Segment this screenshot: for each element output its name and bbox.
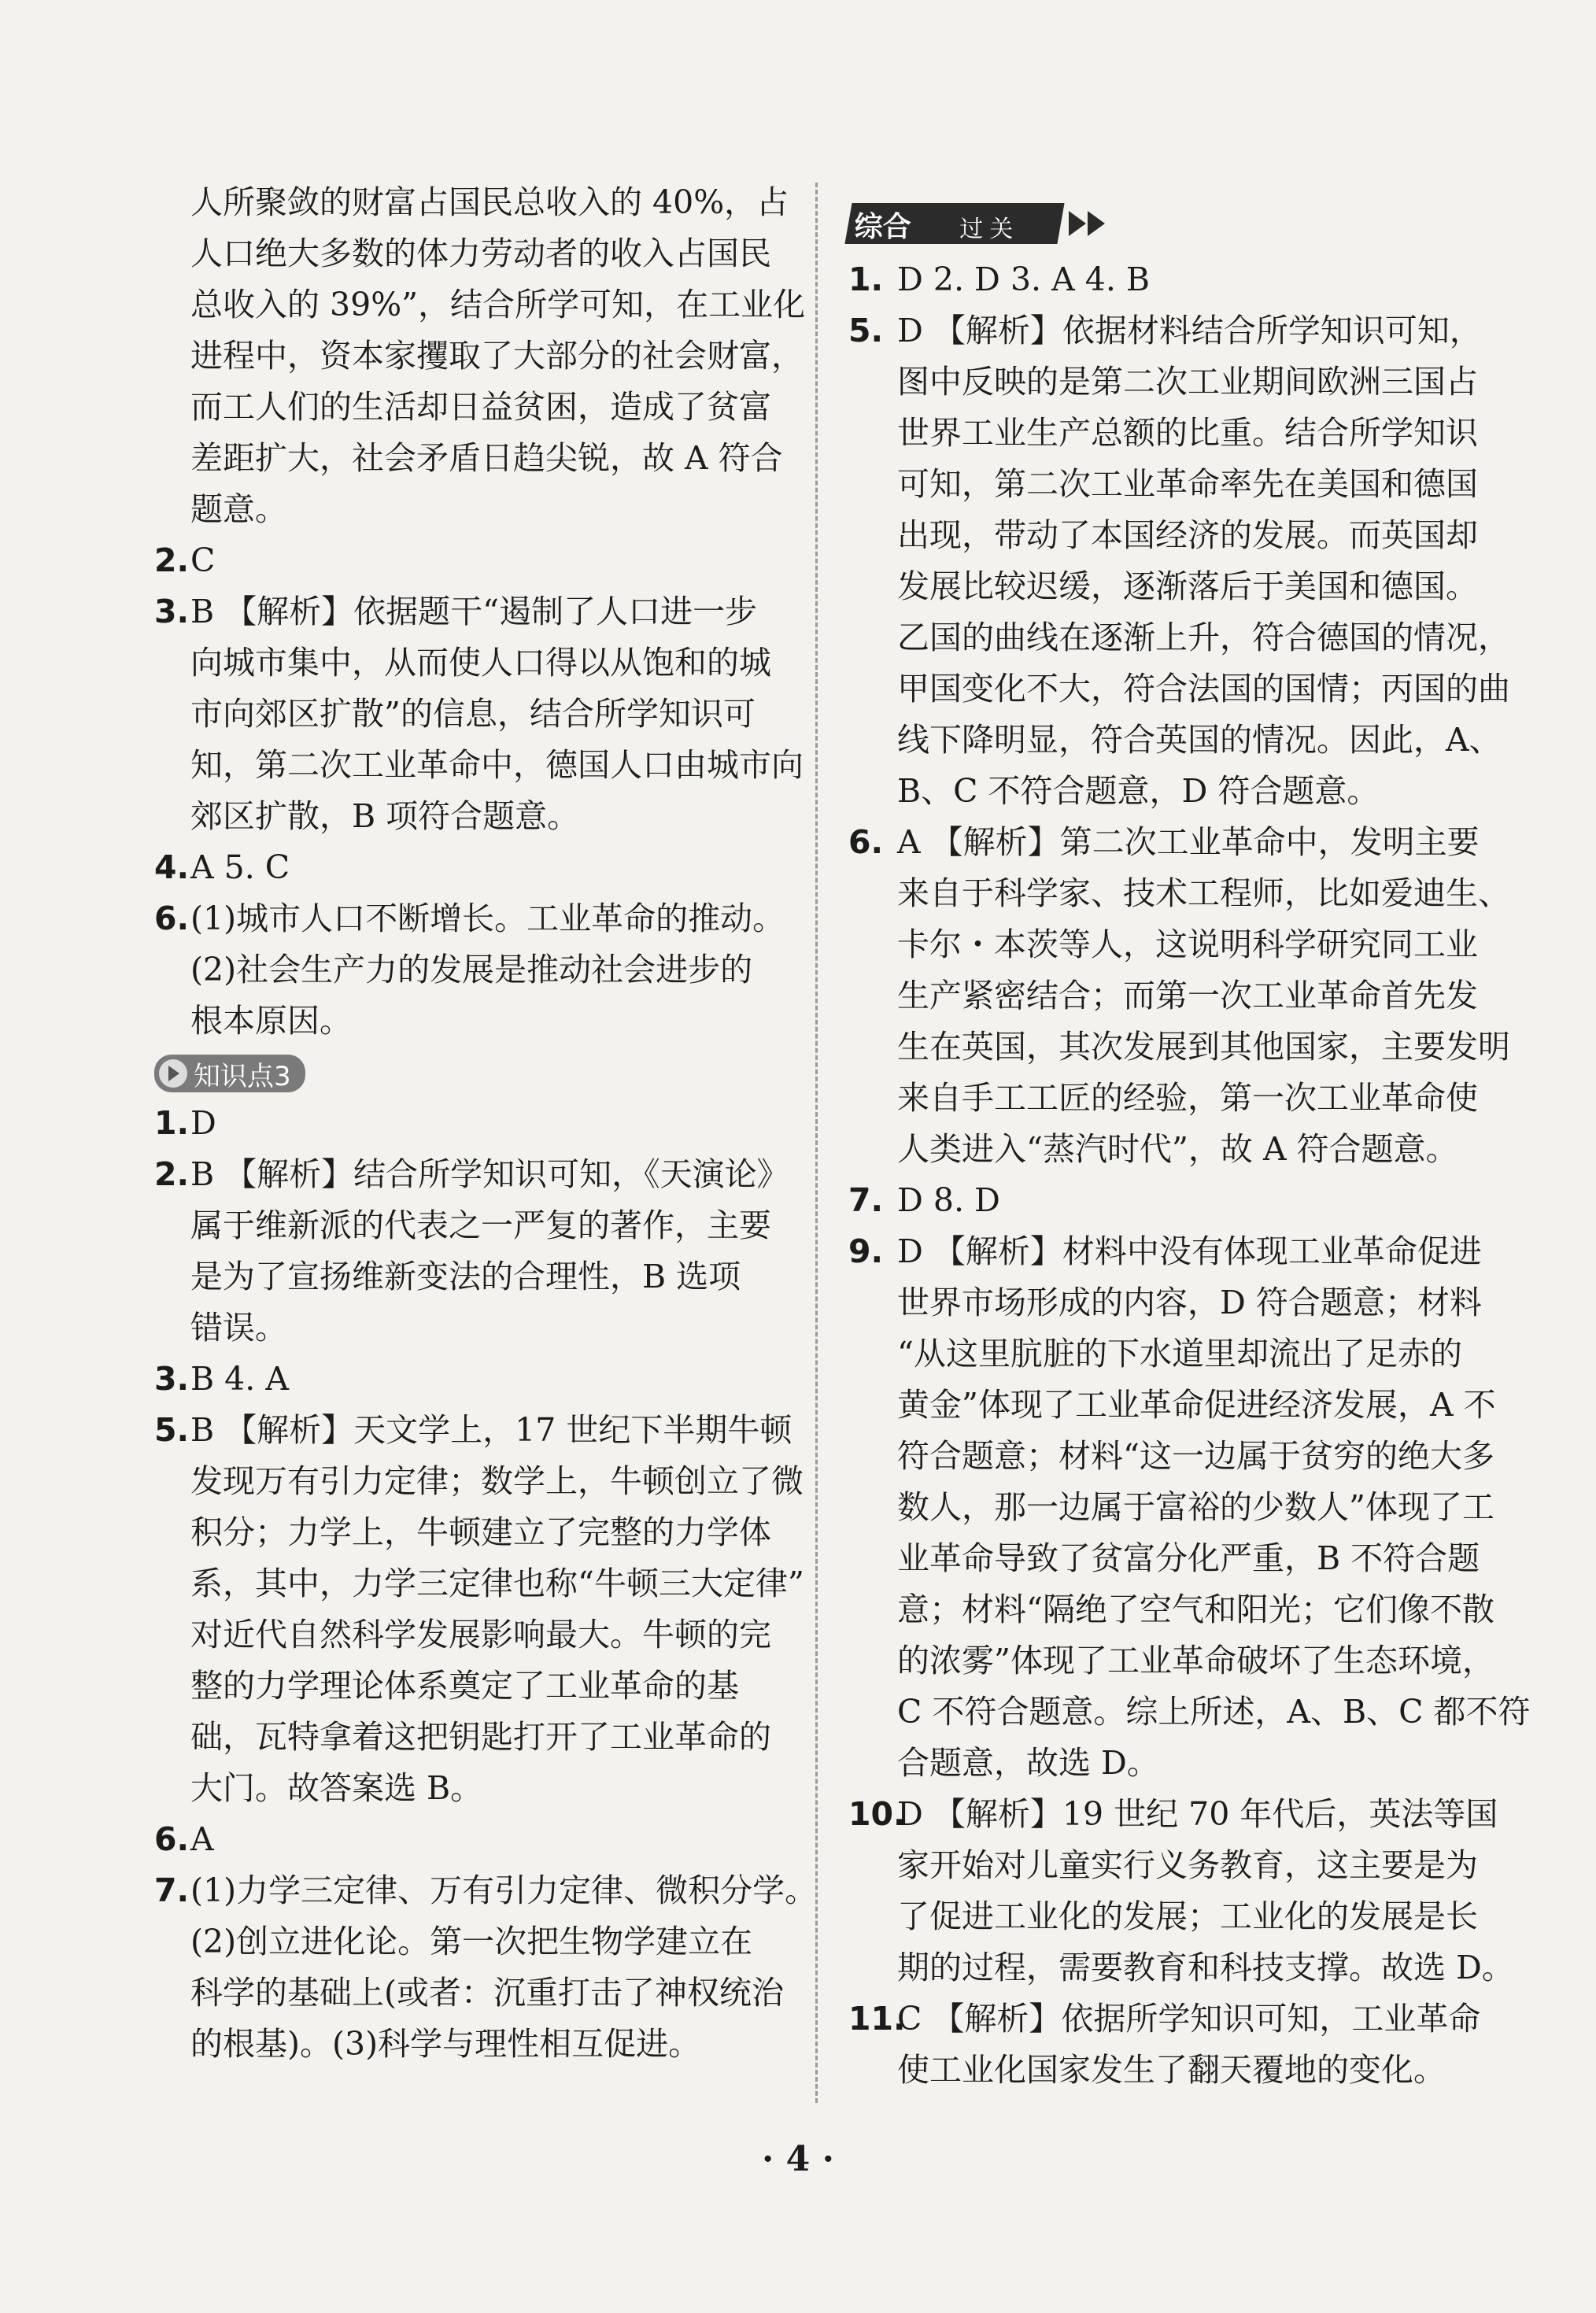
line-text: 出现，带动了本国经济的发展。而英国却 [897, 516, 1478, 554]
line-text: 符合题意；材料“这一边属于贫穷的绝大多 [897, 1437, 1494, 1475]
line-text: D 【解析】19 世纪 70 年代后，英法等国 [897, 1795, 1498, 1833]
text-line [154, 1098, 784, 1149]
line-text: 而工人们的生活却日益贫困，造成了贫富 [190, 388, 771, 426]
text-line [848, 1482, 1494, 1533]
line-text: 图中反映的是第二次工业期间欧洲三国占 [897, 363, 1478, 401]
question-number: 1. [848, 260, 884, 298]
text-line [154, 1507, 784, 1558]
text-line [848, 1891, 1484, 1942]
line-text: 来自手工工匠的经验，第一次工业革命使 [897, 1079, 1478, 1117]
text-line [154, 1916, 784, 1968]
section-header-zonghe [848, 203, 1108, 246]
question-number: 6. [154, 900, 190, 937]
line-text: 大门。故答案选 B。 [190, 1769, 483, 1807]
line-text: 知，第二次工业革命中，德国人口由城市向 [190, 746, 804, 784]
text-line [154, 1456, 804, 1507]
right-answer-lines [848, 254, 1531, 2096]
question-number: 6. [154, 1820, 190, 1858]
text-line [848, 663, 1510, 715]
line-text: (1)力学三定律、万有引力定律、微积分学。 [190, 1871, 818, 1909]
line-text: 郊区扩散，B 项符合题意。 [190, 797, 580, 835]
text-line [154, 177, 789, 228]
text-line [848, 1840, 1484, 1891]
text-line [154, 1661, 784, 1712]
text-line [848, 254, 1484, 305]
line-text: 生在英国，其次发展到其他国家，主要发明 [897, 1028, 1510, 1066]
line-text: 错误。 [190, 1309, 287, 1347]
line-text: 的浓雾”体现了工业革命破坏了生态环境， [897, 1642, 1494, 1679]
line-text: 了促进工业化的发展；工业化的发展是长 [897, 1897, 1478, 1935]
play-icon [159, 1059, 187, 1088]
line-text: B 4. A [190, 1360, 289, 1398]
text-line [848, 1022, 1510, 1073]
text-line [848, 1431, 1494, 1482]
line-text: 发展比较迟缓，逐渐落后于美国和德国。 [897, 567, 1478, 605]
line-text: A 5. C [190, 848, 290, 886]
text-line [154, 1763, 784, 1814]
text-line [154, 1200, 784, 1251]
line-text: 市向郊区扩散”的信息，结合所学知识可 [190, 695, 756, 733]
line-text: D 【解析】材料中没有体现工业革命促进 [897, 1232, 1482, 1270]
text-line [154, 842, 784, 893]
line-text: 总收入的 39%”，结合所学可知，在工业化 [190, 286, 806, 323]
line-text: “从这里肮脏的下水道里却流出了足赤的 [897, 1335, 1462, 1373]
line-text: D 【解析】依据材料结合所学知识可知， [897, 312, 1482, 349]
left-column [154, 177, 818, 2070]
line-text: (2)社会生产力的发展是推动社会进步的 [190, 951, 753, 988]
line-text: 家开始对儿童实行义务教育，这主要是为 [897, 1846, 1478, 1884]
text-line [848, 919, 1484, 970]
line-text: 生产紧密结合；而第一次工业革命首先发 [897, 977, 1478, 1014]
text-line [848, 715, 1502, 766]
text-line [154, 1865, 818, 1916]
text-line [848, 868, 1510, 919]
line-text: B 【解析】依据题干“遏制了人口进一步 [190, 593, 758, 630]
arrow-icon [1069, 211, 1086, 236]
left-answer-lines-2 [154, 1098, 818, 2070]
question-number: 2. [154, 1155, 190, 1193]
text-line [154, 791, 784, 842]
text-line [848, 1942, 1514, 1993]
line-text: 线下降明显，符合英国的情况。因此，A、 [897, 721, 1502, 759]
line-text: B、C 不符合题意，D 符合题意。 [897, 772, 1380, 810]
line-text: 世界市场形成的内容，D 符合题意；材料 [897, 1284, 1482, 1321]
text-line [154, 740, 804, 791]
text-line [154, 586, 784, 637]
text-line [154, 228, 784, 279]
line-text: (2)创立进化论。第一次把生物学建立在 [190, 1923, 753, 1960]
line-text: 积分；力学上，牛顿建立了完整的力学体 [190, 1513, 771, 1551]
line-text: 属于维新派的代表之一严复的著作，主要 [190, 1206, 771, 1244]
line-text: 差距扩大，社会矛盾日趋尖锐，故 A 符合 [190, 439, 783, 477]
text-line [848, 2045, 1484, 2096]
line-text: A [190, 1820, 214, 1858]
text-line [848, 1738, 1484, 1789]
column-divider [815, 183, 818, 2103]
line-text: D [190, 1104, 216, 1142]
line-text: 可知，第二次工业革命率先在美国和德国 [897, 465, 1478, 503]
question-number: 5. [848, 312, 884, 349]
text-line [154, 535, 784, 586]
line-text: 的根基)。(3)科学与理性相互促进。 [190, 2025, 701, 2063]
line-text: 期的过程，需要教育和科技支撑。故选 D。 [897, 1949, 1514, 1986]
text-line [848, 1226, 1484, 1277]
page-number: · 4 · [762, 2139, 834, 2179]
text-line [848, 510, 1484, 561]
line-text: D 2. D 3. A 4. B [897, 260, 1151, 298]
line-text: 是为了宣扬维新变法的合理性，B 选项 [190, 1258, 741, 1295]
question-number: 10. [848, 1795, 906, 1833]
question-number: 6. [848, 823, 884, 861]
question-number: 4. [154, 848, 190, 886]
line-text: C 【解析】依据所学知识可知，工业革命 [897, 2000, 1481, 2038]
question-number: 11. [848, 2000, 906, 2038]
question-number: 3. [154, 1360, 190, 1398]
line-text: (1)城市人口不断增长。工业革命的推动。 [190, 900, 785, 937]
knowledge-point-badge [154, 1055, 305, 1092]
text-line [154, 2019, 784, 2070]
line-text: 合题意，故选 D。 [897, 1744, 1159, 1782]
text-line [154, 689, 784, 740]
text-line [154, 433, 784, 484]
text-line [154, 893, 784, 944]
text-line [154, 1609, 784, 1661]
line-text: 整的力学理论体系奠定了工业革命的基 [190, 1667, 739, 1705]
line-text: B 【解析】结合所学知识可知，《天演论》 [190, 1155, 789, 1193]
text-line [848, 1789, 1498, 1840]
text-line [154, 944, 784, 996]
text-line [848, 1993, 1484, 2045]
text-line [848, 1584, 1494, 1635]
line-text: 世界工业生产总额的比重。结合所学知识 [897, 414, 1478, 452]
question-number: 7. [848, 1181, 884, 1219]
text-line [848, 459, 1484, 510]
line-text: 卡尔・本茨等人，这说明科学研究同工业 [897, 926, 1478, 963]
text-line [154, 1814, 784, 1865]
line-text: 数人，那一边属于富裕的少数人”体现了工 [897, 1488, 1494, 1526]
text-line [154, 1405, 792, 1456]
line-text: 黄金”体现了工业革命促进经济发展，A 不 [897, 1386, 1496, 1424]
text-line [154, 1251, 784, 1302]
line-text: A 【解析】第二次工业革命中，发明主要 [897, 823, 1480, 861]
question-number: 9. [848, 1232, 884, 1270]
header-sub: 过关 [959, 216, 1020, 243]
line-text: D 8. D [897, 1181, 1000, 1219]
left-answer-lines [154, 177, 806, 1047]
line-text: 题意。 [190, 490, 287, 528]
line-text: 系，其中，力学三定律也称“牛顿三大定律” [190, 1565, 804, 1602]
text-line [848, 1328, 1484, 1380]
text-line [848, 1073, 1484, 1124]
text-line [154, 484, 784, 535]
text-line [848, 1124, 1484, 1175]
line-text: 础，瓦特拿着这把钥匙打开了工业革命的 [190, 1718, 771, 1756]
line-text: 人类进入“蒸汽时代”，故 A 符合题意。 [897, 1130, 1458, 1168]
line-text: 使工业化国家发生了翻天覆地的变化。 [897, 2051, 1446, 2089]
line-text: 科学的基础上(或者：沉重打击了神权统治 [190, 1974, 784, 2012]
section-label-row [154, 1047, 784, 1098]
question-number: 1. [154, 1104, 190, 1142]
question-number: 3. [154, 593, 190, 630]
arrow-icon [1088, 211, 1105, 236]
text-line [848, 1277, 1484, 1328]
line-text: 人口绝大多数的体力劳动者的收入占国民 [190, 235, 771, 272]
line-text: 人所聚敛的财富占国民总收入的 40%，占 [190, 183, 789, 221]
text-line [154, 637, 784, 689]
text-line [154, 1558, 804, 1609]
line-text: C [190, 541, 216, 579]
text-line [154, 382, 784, 433]
text-line [848, 1175, 1484, 1226]
text-line [848, 1380, 1496, 1431]
text-line [848, 561, 1484, 612]
text-line [848, 612, 1510, 663]
line-text: 向城市集中，从而使人口得以从饱和的城 [190, 644, 771, 682]
header-bar [844, 203, 1064, 244]
text-line [848, 766, 1484, 817]
text-line [848, 305, 1484, 357]
question-number: 2. [154, 541, 190, 579]
text-line [848, 408, 1484, 459]
text-line [154, 331, 804, 382]
line-text: 进程中，资本家攫取了大部分的社会财富， [190, 337, 804, 375]
section-label: 知识点3 [194, 1060, 291, 1092]
line-text: B 【解析】天文学上，17 世纪下半期牛顿 [190, 1411, 792, 1449]
line-text: 意；材料“隔绝了空气和阳光；它们像不散 [897, 1591, 1494, 1628]
text-line [848, 357, 1484, 408]
text-line [154, 1149, 789, 1200]
line-text: 根本原因。 [190, 1002, 352, 1040]
line-text: 对近代自然科学发展影响最大。牛顿的完 [190, 1616, 771, 1653]
line-text: 业革命导致了贫富分化严重，B 不符合题 [897, 1539, 1480, 1577]
text-line [848, 1533, 1484, 1584]
question-number: 7. [154, 1871, 190, 1909]
line-text: 发现万有引力定律；数学上，牛顿创立了微 [190, 1462, 804, 1500]
header-main: 综合 [854, 211, 911, 243]
right-column [848, 254, 1531, 2096]
text-line [154, 279, 806, 331]
line-text: 甲国变化不大，符合法国的国情；丙国的曲 [897, 670, 1510, 708]
line-text: 乙国的曲线在逐渐上升，符合德国的情况， [897, 619, 1510, 656]
question-number: 5. [154, 1411, 190, 1449]
text-line [154, 1354, 784, 1405]
text-line [154, 1712, 784, 1763]
text-line [154, 996, 784, 1047]
text-line [848, 970, 1484, 1022]
text-line [848, 1635, 1494, 1687]
line-text: 来自于科学家、技术工程师，比如爱迪生、 [897, 874, 1510, 912]
line-text: C 不符合题意。综上所述，A、B、C 都不符 [897, 1693, 1531, 1731]
text-line [848, 1687, 1531, 1738]
text-line [848, 817, 1484, 868]
text-line [154, 1968, 784, 2019]
text-line [154, 1302, 784, 1354]
